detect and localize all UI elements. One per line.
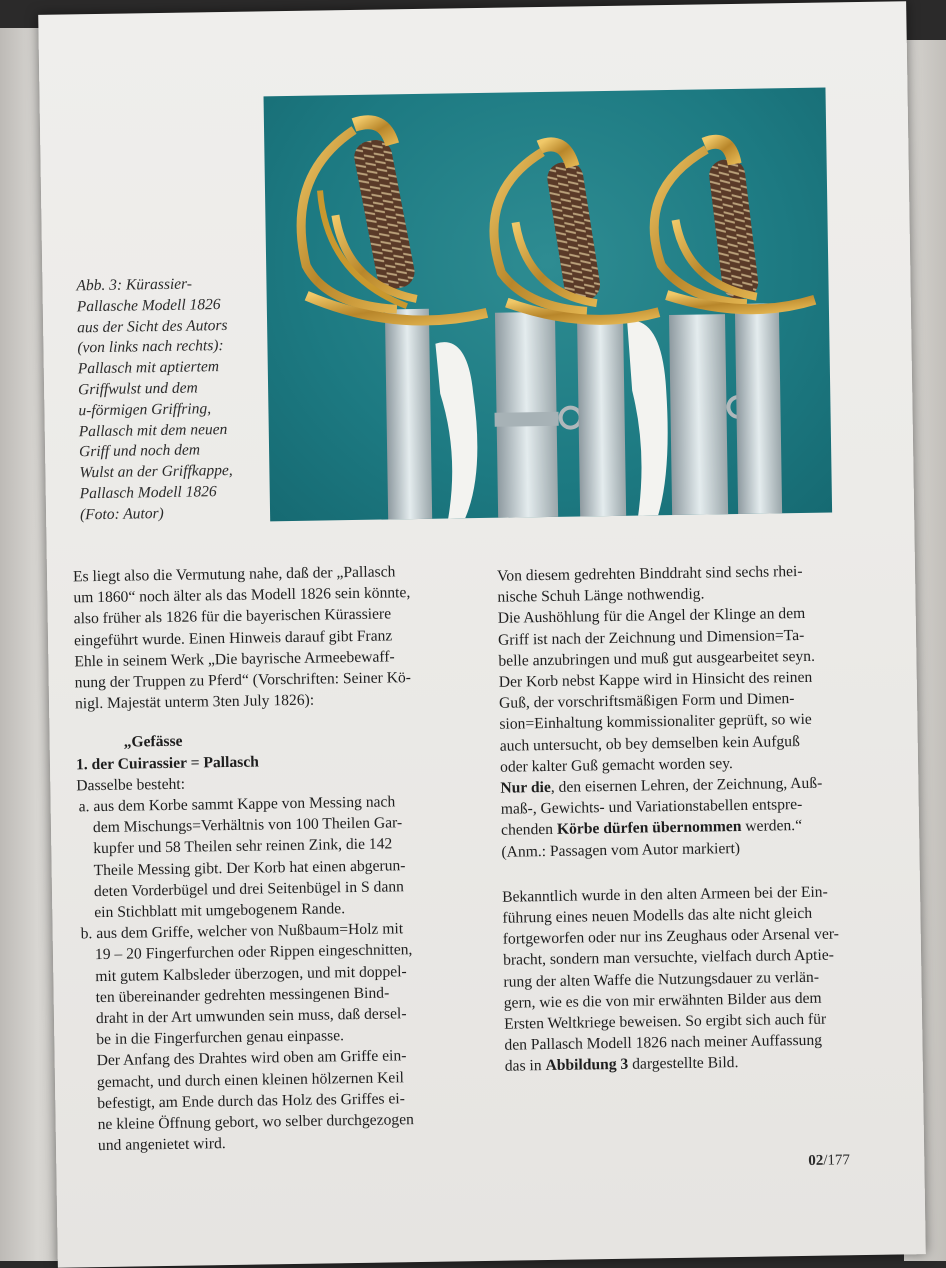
text-line: Bekanntlich wurde in den alten Armeen bei der Ein- bbox=[501, 883, 828, 906]
right-column bbox=[497, 560, 880, 1077]
text-line: rung der alten Waffe die Nutzungsdauer zu verlän- bbox=[503, 968, 820, 991]
text-line: nische Schuh Länge nothwendig. bbox=[497, 585, 705, 606]
hilt-middle bbox=[493, 143, 659, 322]
caption-line: (von links nach rechts): bbox=[77, 337, 224, 357]
caption-line: Griff und noch dem bbox=[78, 441, 201, 461]
text-span: das in bbox=[504, 1057, 546, 1076]
scabbard bbox=[669, 314, 728, 520]
text-line: sion=Einhaltung kommissionaliter geprüft, so wie bbox=[499, 711, 812, 734]
text-line: Ehle in seinem Werk „Die bayrische Armeebewaff- bbox=[74, 648, 395, 671]
left-column bbox=[73, 560, 472, 1157]
text-line: Guß, der vorschriftsmäßigen Form und Dimen- bbox=[498, 690, 795, 712]
emphasis: Körbe dürfen übernommen bbox=[556, 818, 742, 839]
figure-caption bbox=[76, 273, 270, 526]
text-line: gern, wie es die von mir erwähnten Bilder aus dem bbox=[503, 989, 822, 1012]
text-line: nung der Truppen zu Pferd“ (Vorschriften: Seiner Kö- bbox=[74, 669, 412, 692]
text-line: auch untersucht, ob bey demselben kein Aufguß bbox=[499, 732, 800, 755]
paper-tag bbox=[435, 342, 478, 519]
section-heading: „Gefässe bbox=[123, 733, 183, 752]
text-span: dargestellte Bild. bbox=[628, 1054, 739, 1074]
magazine-page bbox=[38, 1, 926, 1267]
blade bbox=[577, 316, 626, 522]
scabbard-loop bbox=[560, 407, 580, 427]
hilt-left bbox=[300, 120, 488, 322]
text-line: maß-, Gewichts- und Variationstabellen entspre- bbox=[500, 796, 803, 818]
text-line: Griff ist nach der Zeichnung und Dimension=Ta- bbox=[497, 626, 805, 649]
blade bbox=[385, 309, 432, 522]
text-line: den Pallasch Modell 1826 nach meiner Auffassung bbox=[504, 1031, 823, 1054]
caption-line: Wulst an der Griffkappe, bbox=[79, 462, 233, 482]
text-line: um 1860“ noch älter als das Modell 1826 sein könnte, bbox=[73, 584, 411, 607]
scabbard-ring bbox=[495, 412, 559, 427]
text-line: Es liegt also die Vermutung nahe, daß der „Pallasch bbox=[72, 563, 396, 586]
text-line: deten Vorderbügel und drei Seitenbügel in S dann bbox=[93, 878, 405, 900]
author-note: (Anm.: Passagen vom Autor markiert) bbox=[501, 839, 741, 861]
text-line: nigl. Majestät unterm 3ten July 1826): bbox=[74, 691, 315, 713]
paper-tag bbox=[627, 320, 669, 516]
emphasis: Nur die bbox=[500, 778, 551, 797]
text-line: be in die Fingerfurchen genau einpasse. bbox=[96, 1027, 345, 1049]
page-number bbox=[808, 1152, 850, 1170]
text-line: ten übereinander gedrehten messingenen Bind- bbox=[95, 984, 390, 1006]
text-line: ne kleine Öffnung gebort, wo selber durchgezogen bbox=[97, 1111, 414, 1134]
caption-line: u-förmigen Griffring, bbox=[78, 400, 212, 420]
caption-line: Pallasch mit dem neuen bbox=[78, 420, 228, 440]
text-line: kupfer und 58 Theilen sehr reinen Zink, die 142 bbox=[93, 835, 393, 858]
text-line: Der Anfang des Drahtes wird oben am Griffe ein- bbox=[96, 1047, 407, 1070]
figure-reference: Abbildung 3 bbox=[545, 1056, 629, 1075]
text-line: Die Aushöhlung für die Angel der Klinge an dem bbox=[497, 605, 806, 628]
text-line: also früher als 1826 für die bayerischen Kürassiere bbox=[73, 605, 392, 628]
caption-line: Pallasch Modell 1826 bbox=[79, 483, 217, 503]
page-number-rest: /177 bbox=[823, 1152, 851, 1169]
text-line: belle anzubringen und muß gut ausgearbeitet seyn. bbox=[498, 647, 816, 670]
text-line: oder kalter Guß gemacht worden sey. bbox=[499, 754, 734, 776]
text-line: draht in der Art umwunden sein muss, daß dersel- bbox=[95, 1005, 407, 1028]
list-item-b: b. aus dem Griffe, welcher von Nußbaum=Holz mit bbox=[80, 920, 404, 943]
text-line: 19 – 20 Fingerfurchen oder Rippen eingeschnitten, bbox=[94, 941, 413, 964]
text-line: befestigt, am Ende durch das Holz des Griffes ei- bbox=[97, 1090, 406, 1112]
blade bbox=[735, 303, 782, 519]
text-line: Von diesem gedrehten Binddraht sind sechs rhei- bbox=[496, 562, 803, 585]
text-line: Dasselbe besteht: bbox=[76, 775, 186, 795]
sabre-illustration bbox=[264, 88, 833, 522]
text-span: , den eisernen Lehren, der Zeichnung, Auß- bbox=[550, 774, 823, 796]
hilt-right bbox=[653, 140, 815, 310]
text-line: ein Stichblatt mit umgebogenem Rande. bbox=[94, 900, 346, 922]
text-line: Theile Messing gibt. Der Korb hat einen abgerun- bbox=[93, 856, 406, 879]
caption-line: (Foto: Autor) bbox=[79, 504, 164, 524]
text-span: chenden bbox=[500, 821, 558, 840]
caption-line: Pallasch mit aptiertem bbox=[77, 358, 220, 378]
text-span: werden.“ bbox=[741, 817, 803, 836]
page-number-bold: 02 bbox=[808, 1152, 824, 1169]
text-line: gemacht, und durch einen kleinen hölzernen Keil bbox=[96, 1068, 405, 1091]
text-line bbox=[505, 1050, 880, 1077]
text-line: Der Korb nebst Kappe wird in Hinsicht des reinen bbox=[498, 668, 813, 691]
text-line: führung eines neuen Modells das alte nicht gleich bbox=[502, 904, 813, 927]
list-item-a: a. aus dem Korbe sammt Kappe von Messing nach bbox=[78, 793, 396, 816]
caption-line: aus der Sicht des Autors bbox=[76, 316, 228, 336]
sabre-photo bbox=[264, 88, 833, 522]
text-line: eingeführt wurde. Einen Hinweis darauf gibt Franz bbox=[73, 627, 393, 650]
text-line: dem Mischungs=Verhältnis von 100 Theilen Gar- bbox=[92, 814, 403, 837]
section-subheading: 1. der Cuirassier = Pallasch bbox=[75, 753, 259, 774]
text-line: mit gutem Kalbsleder überzogen, und mit doppel- bbox=[95, 962, 407, 985]
text-line: und angenietet wird. bbox=[97, 1135, 226, 1155]
caption-line: Abb. 3: Kürassier- bbox=[76, 275, 193, 295]
caption-line: Griffwulst und dem bbox=[77, 379, 198, 399]
text-line: bracht, sondern man versuchte, vielfach durch Aptie- bbox=[502, 946, 835, 970]
text-line: Ersten Weltkriege beweisen. So ergibt sich auch für bbox=[503, 1010, 827, 1033]
text-line: fortgeworfen oder nur ins Zeughaus oder Arsenal ver- bbox=[502, 925, 840, 948]
caption-line: Pallasche Modell 1826 bbox=[76, 295, 221, 316]
